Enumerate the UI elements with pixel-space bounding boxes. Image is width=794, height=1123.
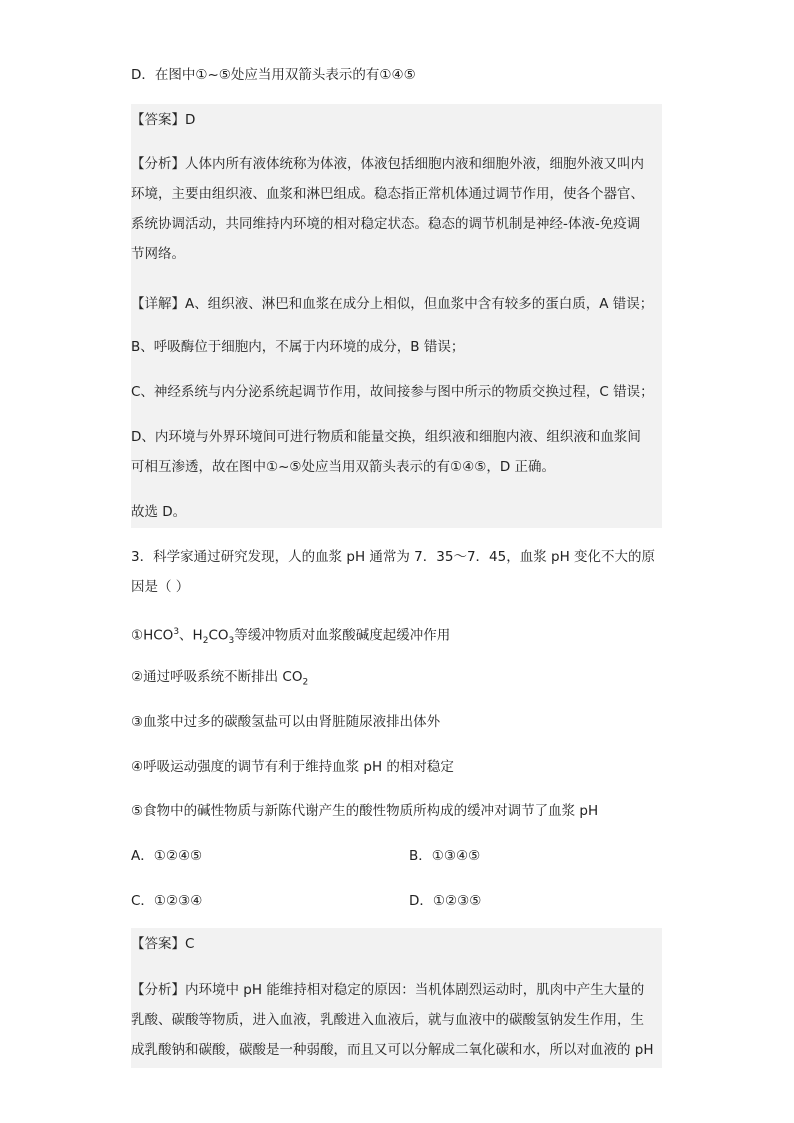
answer-label: 【答案】D: [131, 112, 196, 128]
subscript: 2: [302, 677, 309, 688]
statement-1-text: ①HCO: [131, 627, 174, 644]
choice-a: A．①②④⑤: [131, 848, 203, 864]
detail-c: C、神经系统与内分泌系统起调节作用，故间接参与图中所示的物质交换过程，C 错误；: [131, 384, 654, 400]
question-stem-line: 因是（ ）: [131, 579, 190, 595]
statement-1-text: 等缓冲物质对血浆酸碱度起缓冲作用: [234, 627, 451, 644]
subscript: 2: [202, 636, 209, 647]
statement-2: [131, 667, 308, 693]
statement-2-text: ②通过呼吸系统不断排出 CO: [131, 669, 303, 685]
superscript: 3: [173, 627, 180, 637]
statement-1-text: 、H: [179, 627, 203, 644]
statement-3: ③血浆中过多的碳酸氢盐可以由肾脏随尿液排出体外: [131, 714, 441, 730]
analysis-line: 乳酸、碳酸等物质，进入血液，乳酸进入血液后，就与血液中的碳酸氢钠发生作用，生: [131, 1012, 644, 1028]
detail-d-line: D、内环境与外界环境间可进行物质和能量交换，组织液和细胞内液、组织液和血浆间: [131, 429, 641, 445]
detail-b: B、呼吸酶位于细胞内，不属于内环境的成分，B 错误；: [131, 339, 465, 355]
conclusion: 故选 D。: [131, 504, 187, 520]
statement-4: ④呼吸运动强度的调节有利于维持血浆 pH 的相对稳定: [131, 759, 454, 775]
detail-d-line: 可相互渗透，故在图中①~⑤处应当用双箭头表示的有①④⑤，D 正确。: [131, 459, 556, 475]
statement-1: [131, 622, 450, 651]
analysis-line: 【分析】内环境中 pH 能维持相对稳定的原因：当机体剧烈运动时，肌肉中产生大量的: [131, 982, 645, 998]
analysis-line: 环境，主要由组织液、血浆和淋巴组成。稳态指正常机体通过调节作用，使各个器官、: [131, 186, 644, 202]
detail-a: 【详解】A、组织液、淋巴和血浆在成分上相似，但血浆中含有较多的蛋白质，A 错误；: [131, 296, 654, 312]
choice-b: B．①③④⑤: [409, 848, 481, 864]
analysis-line: 【分析】人体内所有液体统称为体液，体液包括细胞内液和细胞外液，细胞外液又叫内: [131, 156, 644, 172]
statement-1-text: CO: [208, 627, 229, 644]
choice-c: C．①②③④: [131, 893, 203, 909]
analysis-line: 节网络。: [131, 246, 185, 262]
statement-5: ⑤食物中的碱性物质与新陈代谢产生的酸性物质所构成的缓冲对调节了血浆 pH: [131, 803, 599, 819]
analysis-line: 成乳酸钠和碳酸，碳酸是一种弱酸，而且又可以分解成二氧化碳和水，所以对血液的 pH: [131, 1042, 654, 1058]
analysis-line: 系统协调活动，共同维持内环境的相对稳定状态。稳态的调节机制是神经-体液-免疫调: [131, 216, 641, 232]
choice-d: D．①②③⑤: [409, 893, 482, 909]
subscript: 3: [228, 636, 235, 647]
option-d: D．在图中①~⑤处应当用双箭头表示的有①④⑤: [131, 67, 416, 83]
answer-label: 【答案】C: [131, 936, 195, 952]
question-stem-line: 3．科学家通过研究发现，人的血浆 pH 通常为 7．35～7．45，血浆 pH 变化不大的原: [131, 549, 656, 565]
